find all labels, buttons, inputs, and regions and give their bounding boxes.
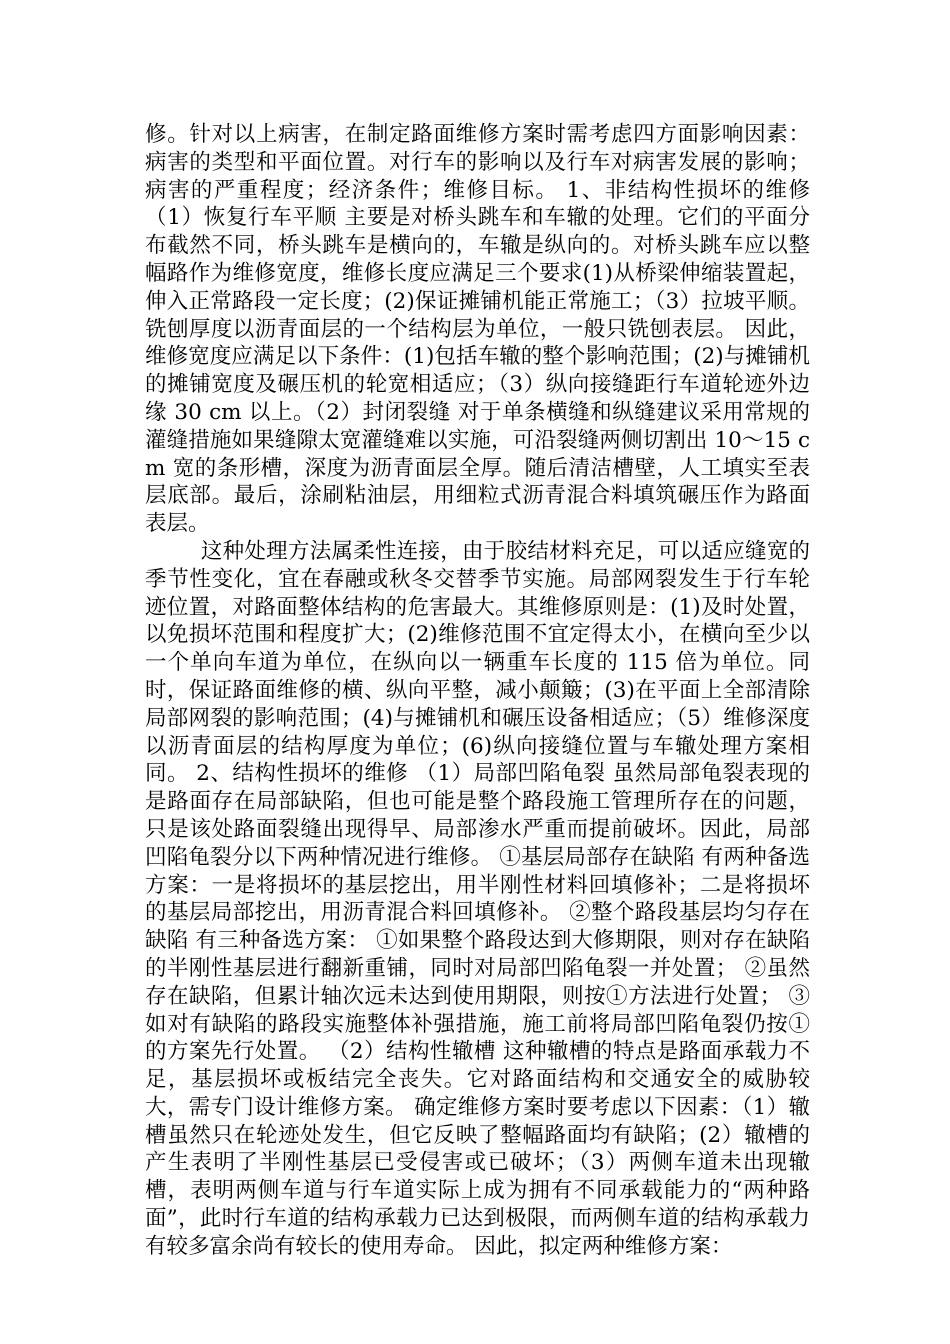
document-page <box>145 121 810 1261</box>
body-paragraph-1: 修。针对以上病害，在制定路面维修方案时需考虑四方面影响因素：病害的类型和平面位置。对行车的影响以及行车对病害发展的影响；病害的严重程度；经济条件；维修目标。 1、非结构性损坏的维修 （1）恢复行车平顺 主要是对桥头跳车和车辙的处理。它们的平面分布截然不同，桥头跳车是横向的，车辙是纵向的。对桥头跳车应以整幅路作为维修宽度，维修长度应满足三个要求(1)从桥梁伸缩装置起，伸入正常路段一定长度；(2)保证摊铺机能正常施工；（3）拉坡平顺。铣刨厚度以沥青面层的一个结构层为单位，一般只铣刨表层。 因此，维修宽度应满足以下条件：(1)包括车辙的整个影响范围；(2)与摊铺机的摊铺宽度及碾压机的轮宽相适应；（3）纵向接缝距行车道轮迹外边缘 30 cm 以上。（2）封闭裂缝 对于单条横缝和纵缝建议采用常规的灌缝措施如果缝隙太宽灌缝难以实施，可沿裂缝两侧切割出 10～15 cm 宽的条形槽，深度为沥青面层全厚。随后清洁槽壁，人工填实至表层底部。最后，涂刷粘油层，用细粒式沥青混合料填筑碾压作为路面表层。 <box>145 122 810 537</box>
body-paragraph-2: 这种处理方法属柔性连接，由于胶结材料充足，可以适应缝宽的季节性变化，宜在春融或秋冬交替季节实施。局部网裂发生于行车轮迹位置，对路面整体结构的危害最大。其维修原则是：(1)及时处置，以免损坏范围和程度扩大；(2)维修范围不宜定得太小，在横向至少以一个单向车道为单位，在纵向以一辆重车长度的 115 倍为单位。同时，保证路面维修的横、纵向平整，减小颠簸；(3)在平面上全部清除局部网裂的影响范围；(4)与摊铺机和碾压设备相适应；（5）维修深度以沥青面层的结构厚度为单位；(6)纵向接缝位置与车辙处理方案相同。 2、结构性损坏的维修 （1）局部凹陷龟裂 虽然局部龟裂表现的是路面存在局部缺陷，但也可能是整个路段施工管理所存在的问题，只是该处路面裂缝出现得早、局部渗水严重而提前破坏。因此，局部凹陷龟裂分以下两种情况进行维修。 ①基层局部存在缺陷 有两种备选方案：一是将损坏的基层挖出，用半刚性材料回填修补；二是将损坏的基层局部挖出，用沥青混合料回填修补。 ②整个路段基层均匀存在缺陷 有三种备选方案： ①如果整个路段达到大修期限，则对存在缺陷的半刚性基层进行翻新重铺，同时对局部凹陷龟裂一并处置； ②虽然存在缺陷，但累计轴次远未达到使用期限，则按①方法进行处置； ③如对有缺陷的路段实施整体补强措施，施工前将局部凹陷龟裂仍按①的方案先行处置。 （2）结构性辙槽 这种辙槽的特点是路面承载力不足，基层损坏或板结完全丧失。它对路面结构和交通安全的威胁较大，需专门设计维修方案。 确定维修方案时要考虑以下因素：（1）辙槽虽然只在轮迹处发生，但它反映了整幅路面均有缺陷；(2）辙槽的产生表明了半刚性基层已受侵害或已破坏；（3）两侧车道未出现辙槽，表明两侧车道与行车道实际上成为拥有不同承载能力的“两种路面”，此时行车道的结构承载力已达到极限，而两侧车道的结构承载力有较多富余尚有较长的使用寿命。 因此，拟定两种维修方案： <box>145 538 810 1259</box>
